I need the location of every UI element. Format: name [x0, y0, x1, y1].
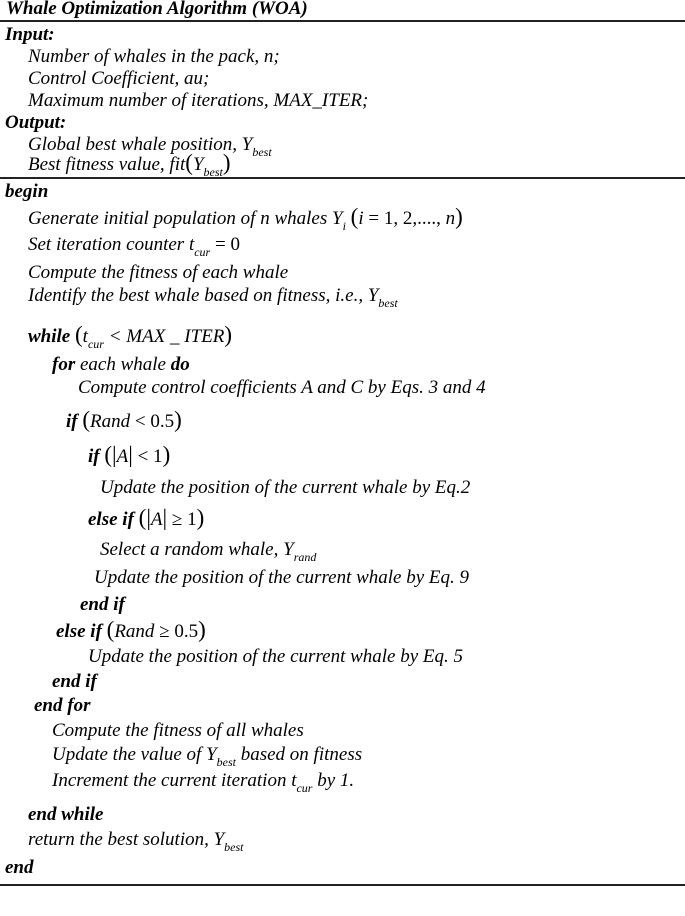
line-text: )	[222, 150, 231, 175]
algorithm-line	[78, 377, 486, 399]
line-text: A	[116, 446, 129, 467]
line-text: Update the position of the current whale by Eq. 9	[94, 567, 470, 588]
line-text: |	[128, 442, 133, 467]
line-text: Generate initial population of n whales Y	[28, 208, 343, 229]
algorithm-line	[94, 567, 469, 589]
line-text: )	[174, 407, 182, 432]
line-text: = 0	[210, 234, 240, 255]
line-text: Select a random whale, Y	[100, 539, 294, 560]
line-text: A	[150, 509, 163, 530]
keyword: end if	[52, 671, 97, 692]
algorithm-line	[28, 90, 368, 112]
keyword: else if	[88, 509, 139, 530]
line-text: Compute the fitness of each whale	[28, 262, 289, 283]
subscript: rand	[293, 550, 317, 564]
title-rule	[0, 20, 685, 22]
algorithm-line	[88, 507, 204, 531]
line-text: Global best whale position, Y	[28, 134, 253, 155]
subscript: best	[216, 755, 236, 769]
line-text: < 0.5	[130, 411, 175, 432]
bottom-rule	[0, 884, 685, 886]
line-text: return the best solution, Y	[28, 829, 225, 850]
algorithm-line	[52, 770, 354, 799]
line-text: t	[82, 326, 88, 347]
keyword: if	[88, 446, 105, 467]
line-text: Update the position of the current whale by Eq. 5	[88, 646, 464, 667]
keyword: end for	[34, 695, 91, 716]
algorithm-line	[28, 152, 231, 183]
line-text: Set iteration counter t	[28, 234, 195, 255]
algorithm-line	[5, 857, 34, 879]
line-text: Rand	[90, 411, 131, 432]
algorithm-line	[5, 112, 66, 134]
line-text: Y	[192, 154, 204, 175]
subscript: cur	[87, 337, 104, 351]
algorithm-line	[28, 206, 463, 237]
keyword: Output:	[5, 112, 67, 133]
line-text: )	[224, 322, 233, 347]
algorithm-line	[52, 720, 304, 742]
line-text: |	[162, 505, 168, 530]
line-text: Compute the fitness of all whales	[52, 720, 304, 741]
subscript: best	[378, 296, 398, 310]
line-text: n	[445, 208, 456, 229]
line-text: by 1.	[312, 770, 355, 791]
line-text: Update the value of Y	[52, 744, 217, 765]
algorithm-line	[28, 285, 398, 314]
subscript: cur	[296, 781, 313, 795]
line-text: )	[196, 505, 205, 530]
keyword: begin	[5, 181, 49, 202]
algorithm-line	[100, 539, 316, 568]
algorithm-line	[66, 409, 182, 433]
subscript: best	[224, 840, 244, 854]
line-text: (	[106, 617, 115, 642]
line-text: < MAX _ ITER	[103, 326, 225, 347]
algorithm-line	[80, 594, 125, 616]
algorithm-line	[28, 324, 232, 355]
line-text: Compute control coefficients A and C by Eqs. 3 and 4	[78, 377, 486, 398]
line-text: i	[358, 208, 364, 229]
line-text: Update the position of the current whale by Eq.2	[100, 477, 471, 498]
algorithm-line	[28, 46, 280, 68]
line-text: ≥ 1	[167, 509, 197, 530]
keyword: do	[170, 354, 190, 375]
subscript: i	[342, 219, 346, 233]
algorithm-line	[5, 181, 48, 203]
keyword: end if	[80, 594, 125, 615]
algorithm-line	[5, 24, 55, 46]
line-text: Rand	[114, 621, 155, 642]
line-text: = 1, 2,....,	[363, 208, 446, 229]
algorithm-line	[56, 619, 206, 643]
subscript: best	[252, 145, 272, 159]
algorithm-line	[52, 744, 362, 773]
algorithm-line	[88, 444, 170, 468]
line-text: (	[185, 150, 193, 175]
algorithm-line	[28, 68, 209, 90]
keyword: end	[5, 857, 34, 878]
line-text: )	[198, 617, 206, 642]
line-text: each whale	[75, 354, 171, 375]
line-text: based on fitness	[235, 744, 363, 765]
line-text: (|	[138, 505, 151, 530]
line-text: Identify the best whale based on fitness, i.e., Y	[28, 285, 379, 306]
keyword: else if	[56, 621, 107, 642]
keyword: Input:	[5, 24, 55, 45]
algorithm-line	[28, 234, 240, 263]
line-text: Control Coefficient, au;	[28, 68, 210, 89]
line-text: )	[162, 442, 171, 467]
line-text: < 1	[132, 446, 163, 467]
algorithm-line	[88, 646, 463, 668]
line-text: (	[350, 204, 359, 229]
line-text: (	[74, 322, 83, 347]
algorithm-line	[52, 354, 190, 376]
line-text: Maximum number of iterations, MAX_ITER;	[28, 90, 369, 111]
line-text: (	[82, 407, 91, 432]
line-text: )	[455, 204, 463, 229]
line-text: (|	[104, 442, 117, 467]
keyword: end while	[28, 804, 104, 825]
keyword: while	[28, 326, 75, 347]
algorithm-line	[34, 695, 90, 717]
line-text: Increment the current iteration t	[52, 770, 297, 791]
line-text: Number of whales in the pack, n;	[28, 46, 280, 67]
subscript: cur	[194, 245, 211, 259]
keyword: if	[66, 411, 83, 432]
algorithm-line	[100, 477, 470, 499]
algorithm-line	[28, 804, 103, 826]
algorithm-title: Whale Optimization Algorithm (WOA)	[6, 0, 308, 19]
algorithm-line	[52, 671, 97, 693]
algorithm-line	[28, 829, 244, 858]
line-text: ≥ 0.5	[154, 621, 199, 642]
line-text: Best fitness value, fit	[28, 154, 186, 175]
algorithm-line	[28, 262, 288, 284]
subscript: best	[203, 165, 223, 179]
keyword: for	[52, 354, 76, 375]
